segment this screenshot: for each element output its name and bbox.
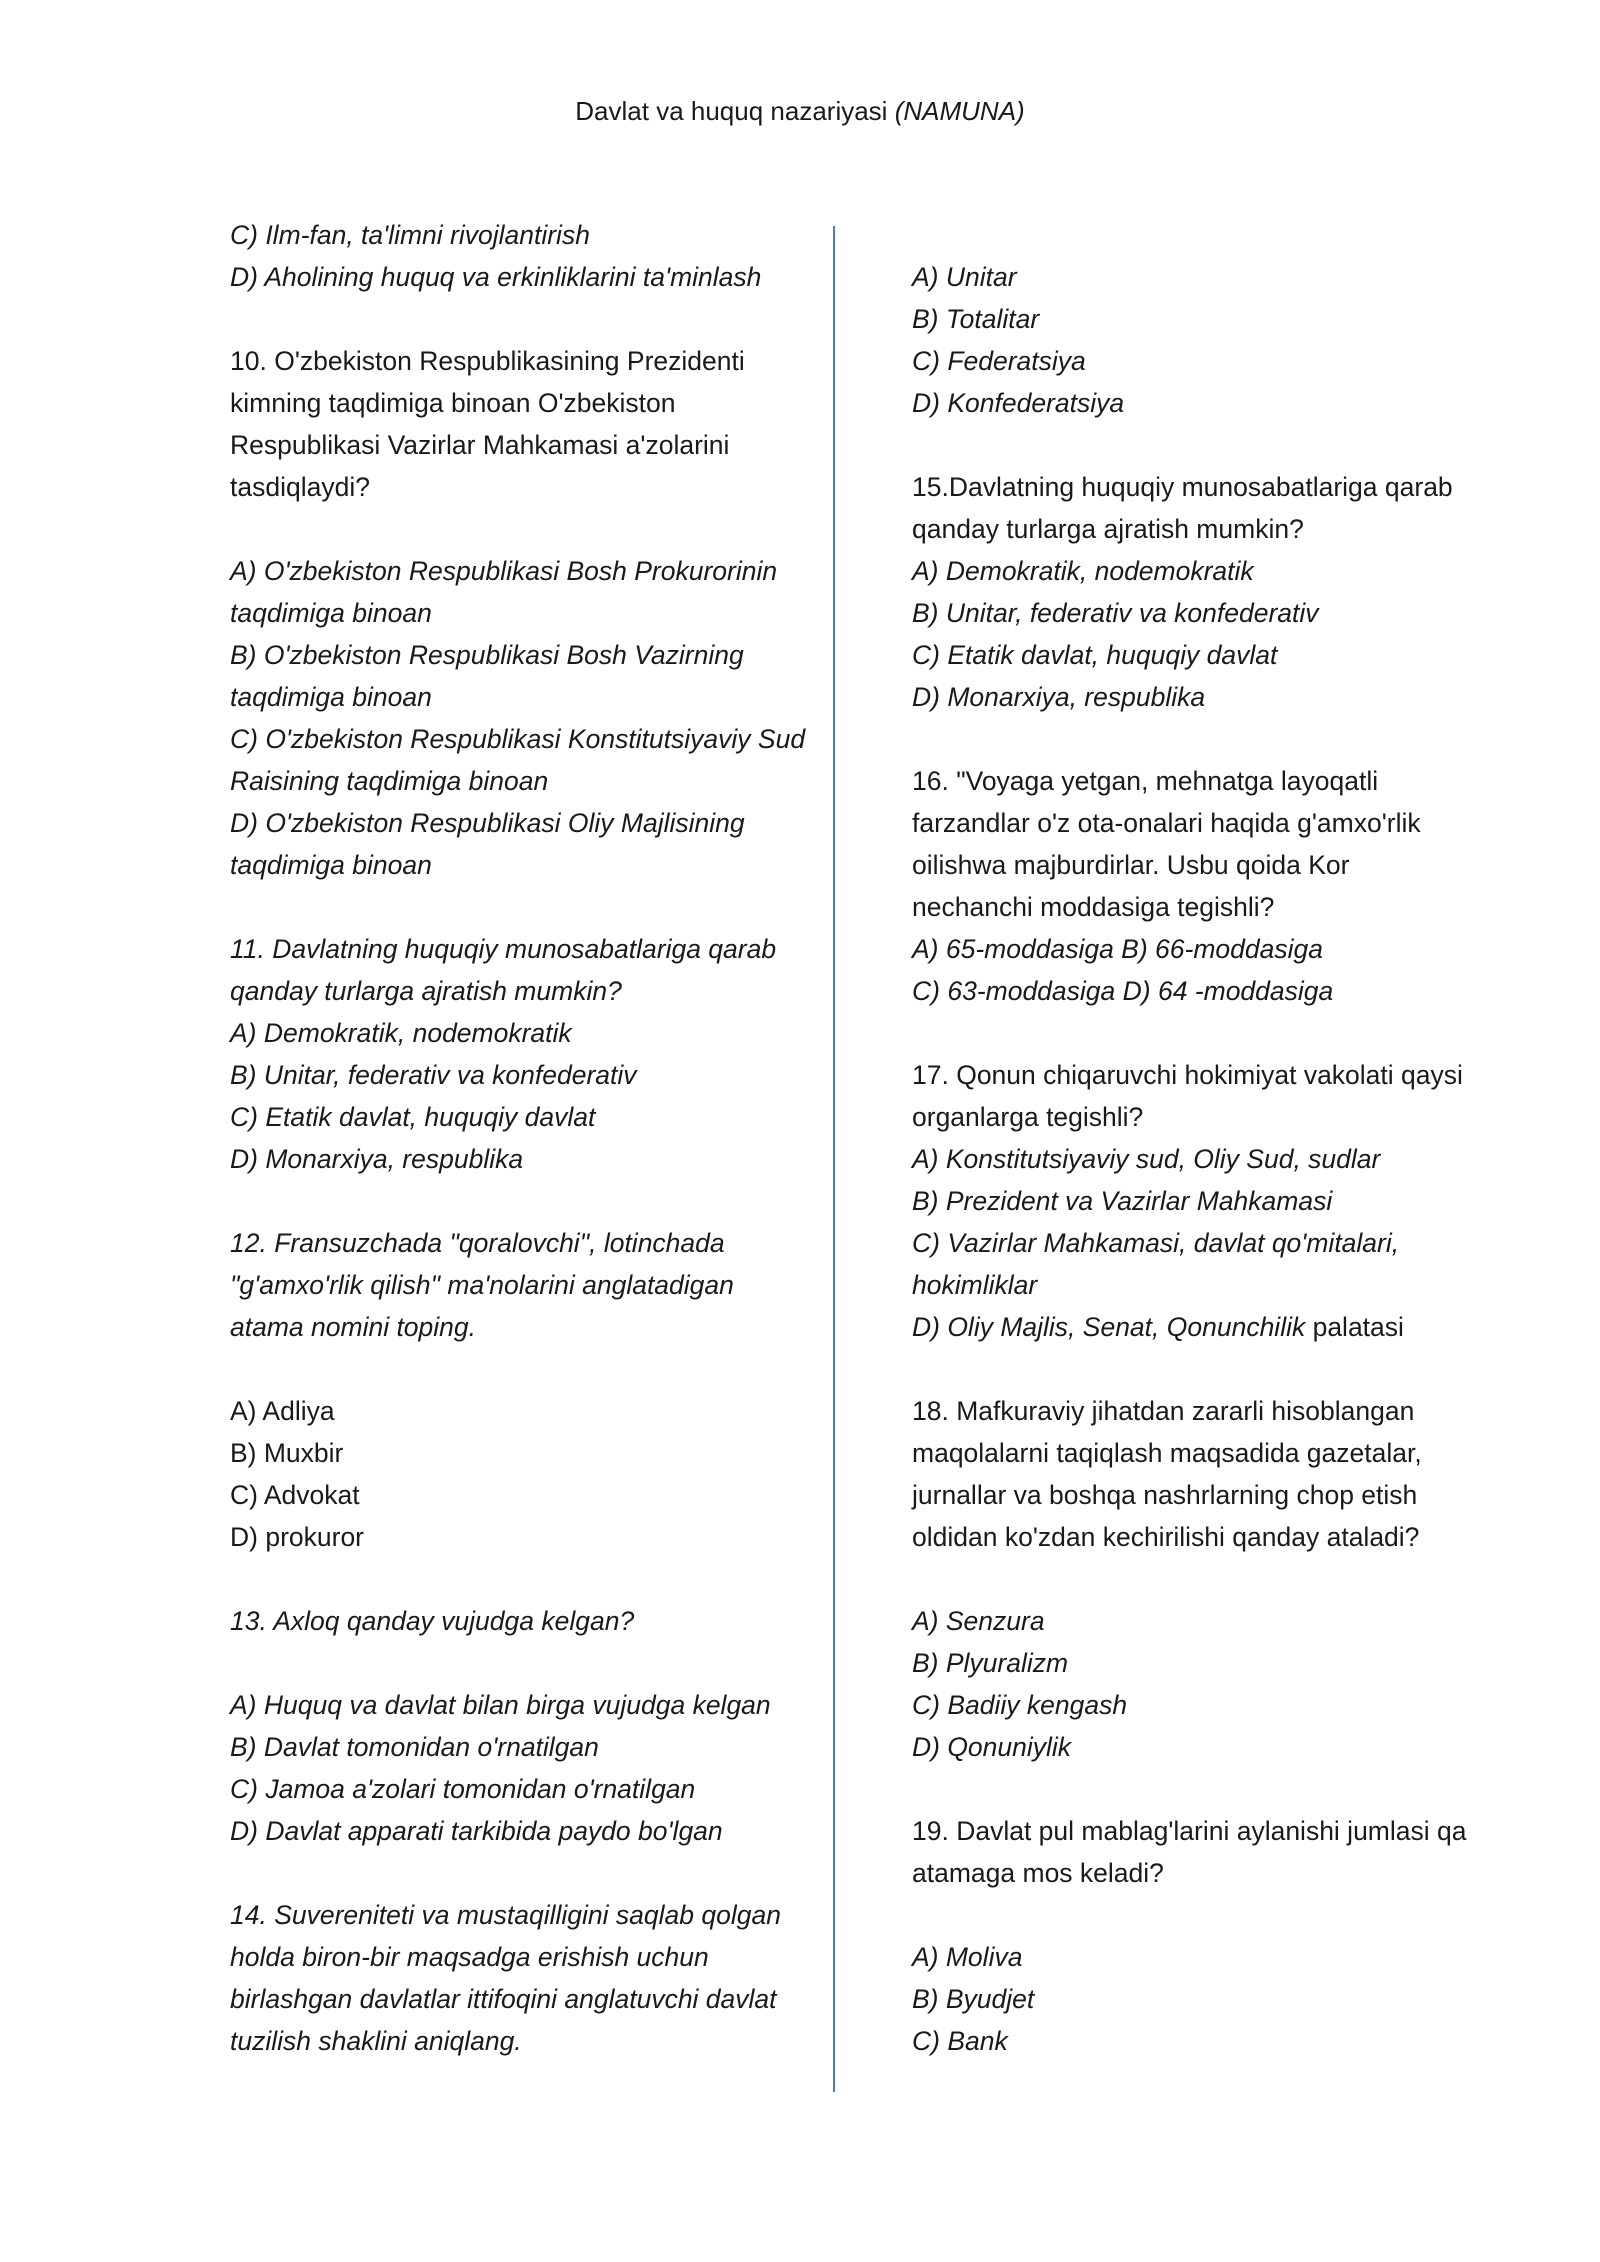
question-15 xyxy=(912,466,1532,718)
question-11 xyxy=(230,928,850,1180)
question-text: 18. Mafkuraviy jihatdan zararli hisoblangan xyxy=(912,1396,1415,1426)
answer-option: B) O'zbekiston Respublikasi Bosh Vazirning xyxy=(230,640,744,670)
question-text: birlashgan davlatlar ittifoqini anglatuvchi davlat xyxy=(230,1984,777,2014)
answer-option: A) O'zbekiston Respublikasi Bosh Prokurorinin xyxy=(230,556,778,586)
answer-option: taqdimiga binoan xyxy=(230,850,432,880)
question-16 xyxy=(912,760,1532,1012)
answer-option: C) 63-moddasiga D) 64 -moddasiga xyxy=(912,976,1334,1006)
question-text: atama nomini toping. xyxy=(230,1312,477,1342)
answer-option: B) Prezident va Vazirlar Mahkamasi xyxy=(912,1186,1333,1216)
question-text: 13. Axloq qanday vujudga kelgan? xyxy=(230,1606,635,1636)
question-18 xyxy=(912,1390,1532,1768)
answer-option: C) Badiiy kengash xyxy=(912,1690,1128,1720)
question-text: oldidan ko'zdan kechirilishi qanday ataladi? xyxy=(912,1522,1420,1552)
answer-option: hokimliklar xyxy=(912,1270,1038,1300)
question-text: oilishwa majburdirlar. Usbu qoida Kor xyxy=(912,850,1350,880)
answer-option-rest: palatasi xyxy=(1305,1312,1404,1342)
answer-option: Raisining taqdimiga binoan xyxy=(230,766,549,796)
answer-option: C) Bank xyxy=(912,2026,1008,2056)
question-text: nechanchi moddasiga tegishli? xyxy=(912,892,1275,922)
answer-option: A) 65-moddasiga B) 66-moddasiga xyxy=(912,934,1323,964)
answer-option: C) Jamoa a'zolari tomonidan o'rnatilgan xyxy=(230,1774,696,1804)
answer-option: C) Federatsiya xyxy=(912,346,1086,376)
answer-option: C) Etatik davlat, huquqiy davlat xyxy=(912,640,1278,670)
question-text: organlarga tegishli? xyxy=(912,1102,1144,1132)
answer-option: A) Senzura xyxy=(912,1606,1045,1636)
left-column xyxy=(230,214,850,2062)
answer-option: C) Vazirlar Mahkamasi, davlat qo'mitalari, xyxy=(912,1228,1400,1258)
question-text: 19. Davlat pul mablag'larini aylanishi jumlasi qa xyxy=(912,1816,1467,1846)
question-text: qanday turlarga ajratish mumkin? xyxy=(230,976,622,1006)
question-19 xyxy=(912,1810,1532,2062)
answer-option: D) Aholining huquq va erkinliklarini ta'minlash xyxy=(230,262,762,292)
question-text: 12. Fransuzchada "qoralovchi", lotinchada xyxy=(230,1228,725,1258)
question-text: holda biron-bir maqsadga erishish uchun xyxy=(230,1942,709,1972)
answer-option: C) Ilm-fan, ta'limni rivojlantirish xyxy=(230,220,590,250)
answer-option: B) Unitar, federativ va konfederativ xyxy=(230,1060,637,1090)
question-text: tuzilish shaklini aniqlang. xyxy=(230,2026,522,2056)
answer-option: C) Etatik davlat, huquqiy davlat xyxy=(230,1102,596,1132)
question-text: 16. "Voyaga yetgan, mehnatga layoqatli xyxy=(912,766,1379,796)
question-text: "g'amxo'rlik qilish" ma'nolarini anglatadigan xyxy=(230,1270,734,1300)
answer-option: taqdimiga binoan xyxy=(230,598,432,628)
header-title: Davlat va huquq nazariyasi xyxy=(575,96,888,126)
answer-option: A) Unitar xyxy=(912,262,1017,292)
question-text: qanday turlarga ajratish mumkin? xyxy=(912,514,1304,544)
question-text: 11. Davlatning huquqiy munosabatlariga qarab xyxy=(230,934,777,964)
answer-option: D) Qonuniylik xyxy=(912,1732,1072,1762)
answer-option: D) Monarxiya, respublika xyxy=(912,682,1206,712)
question-text: 15.Davlatning huquqiy munosabatlariga qarab xyxy=(912,472,1453,502)
question-text: jurnallar va boshqa nashrlarning chop etish xyxy=(912,1480,1418,1510)
answer-option: B) Totalitar xyxy=(912,304,1040,334)
answer-option: B) Muxbir xyxy=(230,1438,344,1468)
question-text: farzandlar o'z ota-onalari haqida g'amxo'rlik xyxy=(912,808,1421,838)
answer-option: A) Adliya xyxy=(230,1396,335,1426)
question-14 xyxy=(230,1894,850,2062)
answer-option: taqdimiga binoan xyxy=(230,682,432,712)
question-12 xyxy=(230,1222,850,1558)
answer-option: A) Konstitutsiyaviy sud, Oliy Sud, sudlar xyxy=(912,1144,1381,1174)
question-text: 10. O'zbekiston Respublikasining Prezidenti xyxy=(230,346,745,376)
question-text: atamaga mos keladi? xyxy=(912,1858,1164,1888)
answer-option: D) O'zbekiston Respublikasi Oliy Majlisining xyxy=(230,808,745,838)
question-13 xyxy=(230,1600,850,1852)
answer-option: C) Advokat xyxy=(230,1480,360,1510)
answer-option: B) Byudjet xyxy=(912,1984,1035,2014)
answer-option: A) Demokratik, nodemokratik xyxy=(230,1018,572,1048)
question-text: tasdiqlaydi? xyxy=(230,472,370,502)
question-text: 14. Suvereniteti va mustaqilligini saqlab qolgan xyxy=(230,1900,781,1930)
answer-option: A) Demokratik, nodemokratik xyxy=(912,556,1254,586)
question-text: 17. Qonun chiqaruvchi hokimiyat vakolati qaysi xyxy=(912,1060,1463,1090)
answer-option: A) Huquq va davlat bilan birga vujudga kelgan xyxy=(230,1690,771,1720)
answer-option xyxy=(912,1306,1532,1348)
answer-option: D) Monarxiya, respublika xyxy=(230,1144,524,1174)
answer-option: D) Konfederatsiya xyxy=(912,388,1125,418)
answer-option: B) Unitar, federativ va konfederativ xyxy=(912,598,1319,628)
question-10 xyxy=(230,340,850,886)
question-text: maqolalarni taqiqlash maqsadida gazetalar, xyxy=(912,1438,1422,1468)
answer-option: C) O'zbekiston Respublikasi Konstitutsiyaviy Sud xyxy=(230,724,806,754)
question-text: Respublikasi Vazirlar Mahkamasi a'zolarini xyxy=(230,430,730,460)
right-column xyxy=(912,214,1532,2062)
header-title-italic: (NAMUNA) xyxy=(894,96,1025,126)
answer-option-italic: D) Oliy Majlis, Senat, Qonunchilik xyxy=(912,1312,1306,1342)
page-header xyxy=(0,94,1600,128)
question-17 xyxy=(912,1054,1532,1348)
answer-option: B) Plyuralizm xyxy=(912,1648,1069,1678)
answer-option: D) Davlat apparati tarkibida paydo bo'lgan xyxy=(230,1816,723,1846)
question-text: kimning taqdimiga binoan O'zbekiston xyxy=(230,388,676,418)
answer-option: A) Moliva xyxy=(912,1942,1023,1972)
answer-option: B) Davlat tomonidan o'rnatilgan xyxy=(230,1732,599,1762)
answer-option: D) prokuror xyxy=(230,1522,365,1552)
